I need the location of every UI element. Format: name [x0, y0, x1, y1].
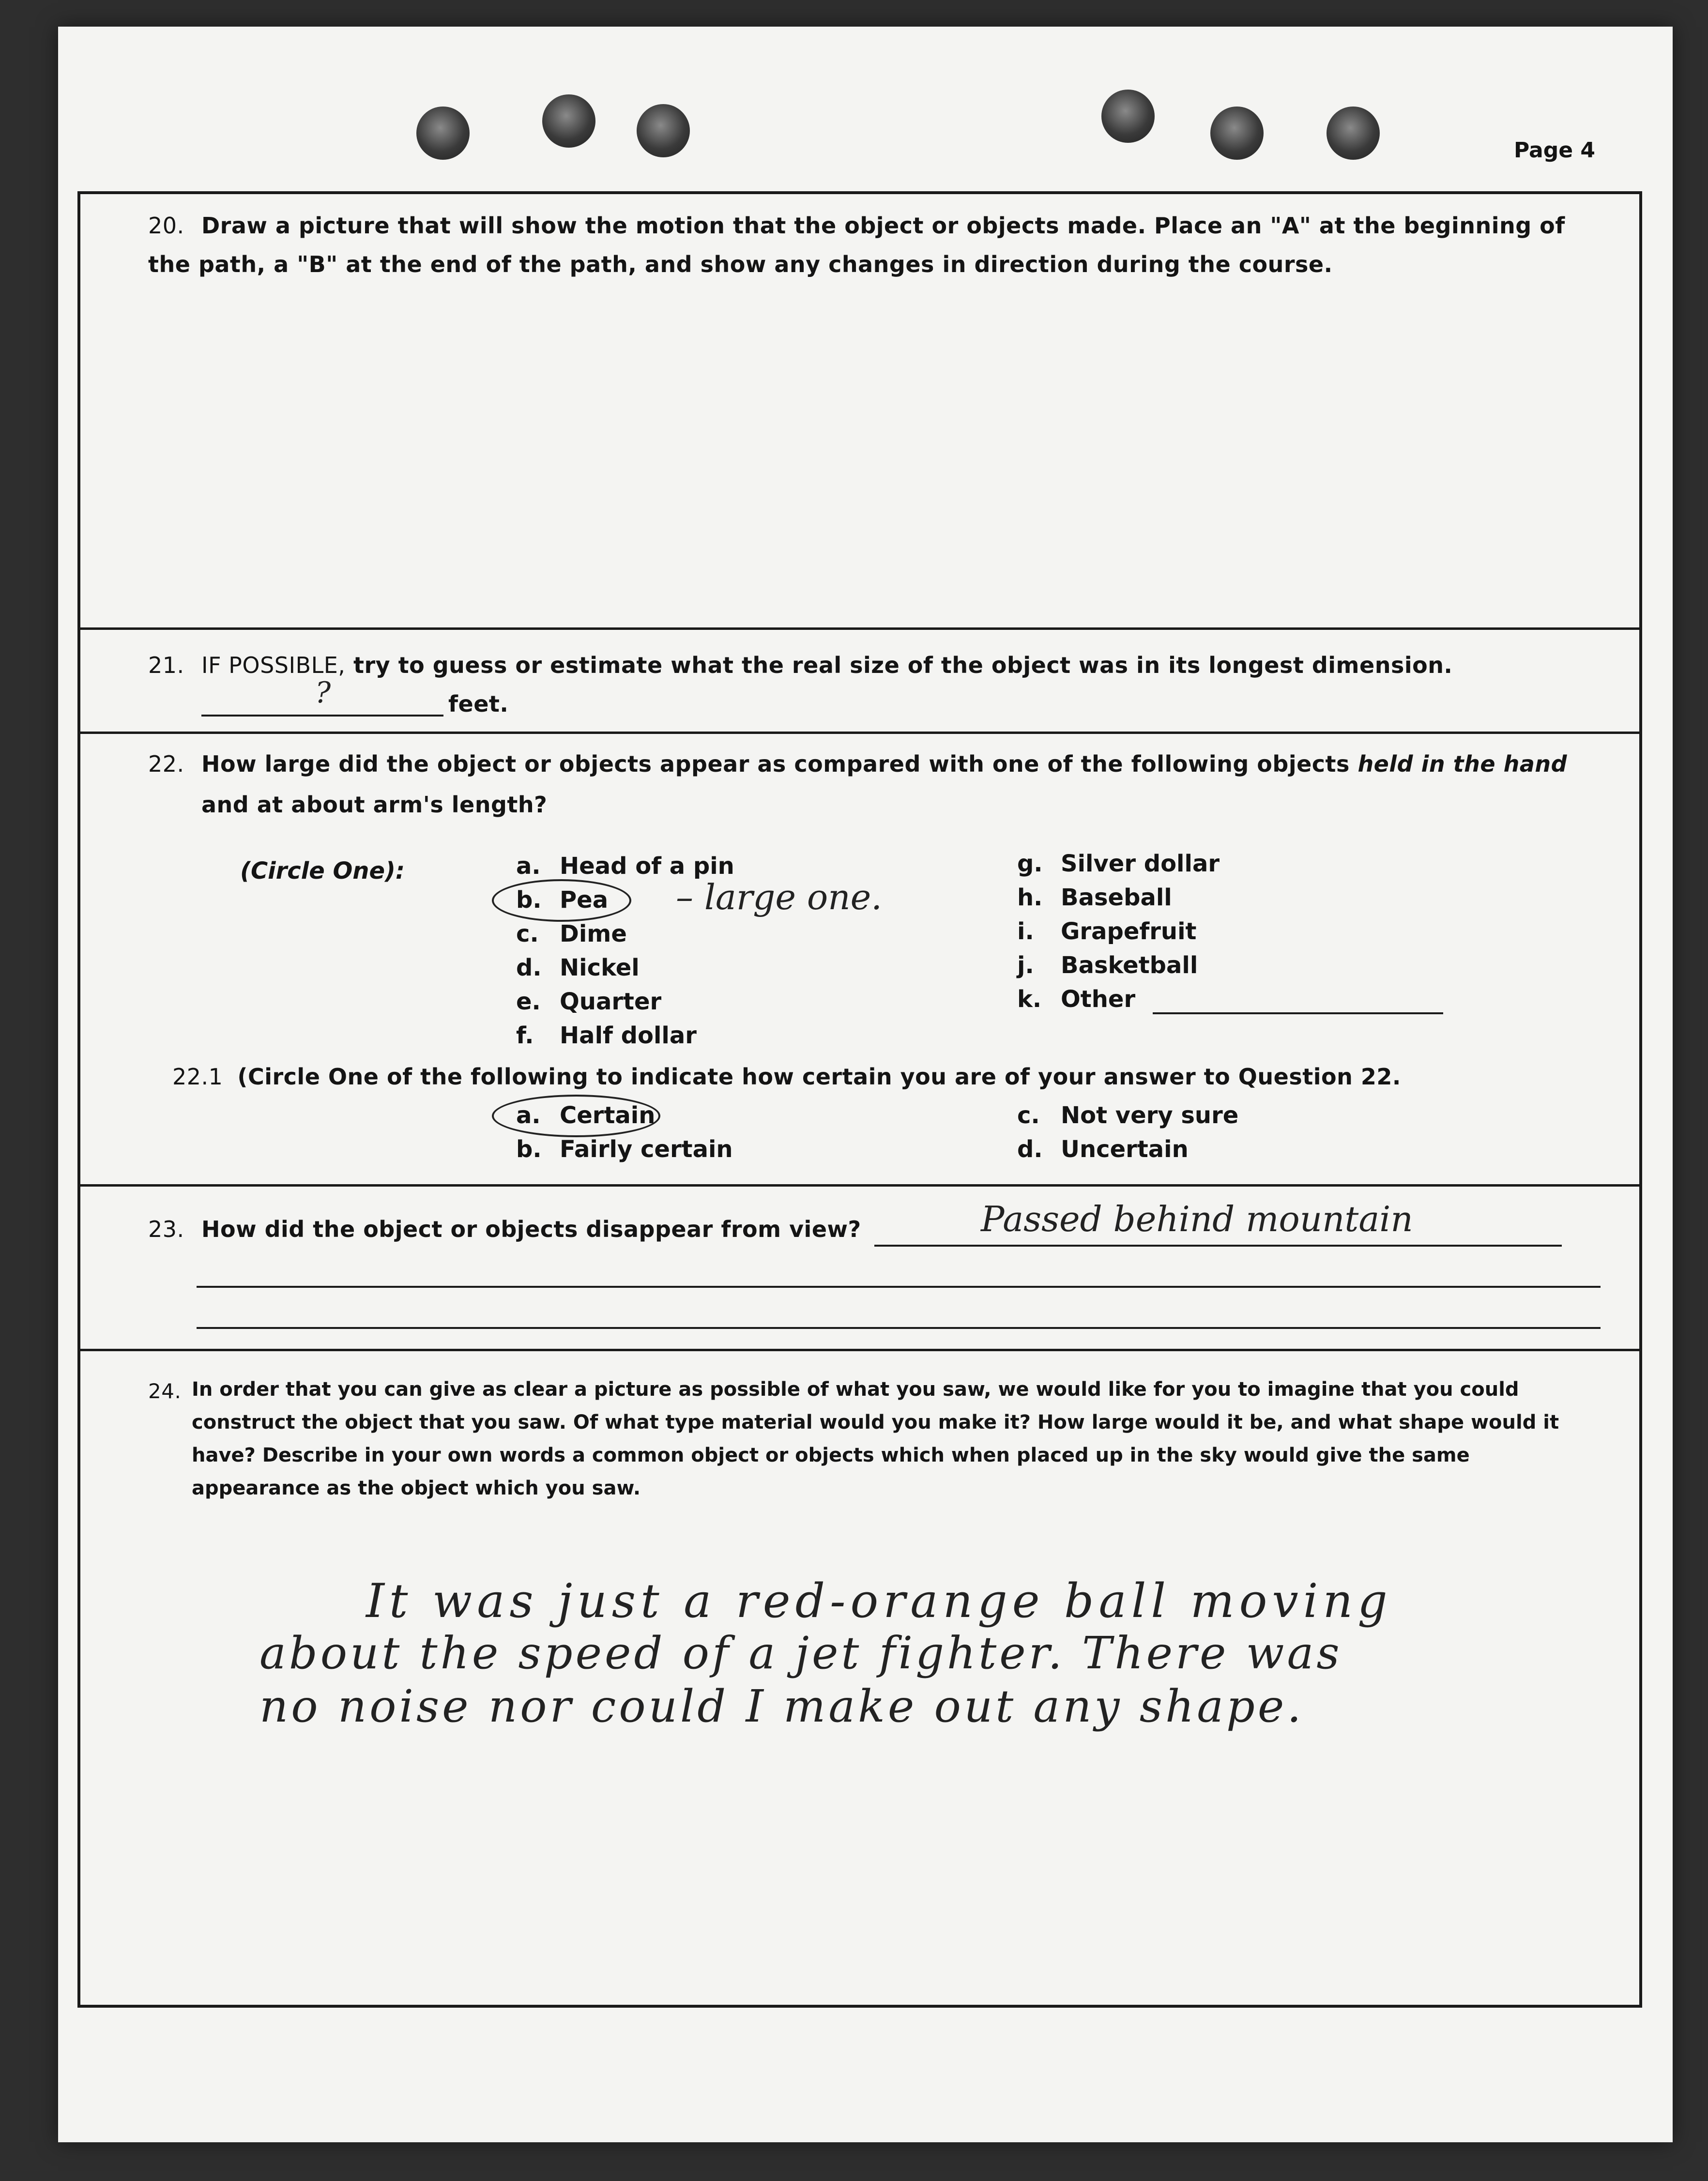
other-answer-line[interactable]	[1153, 1012, 1443, 1014]
punch-hole	[1101, 90, 1155, 143]
option-f[interactable]: f. Half dollar	[516, 1022, 697, 1049]
question-number: 22.	[148, 751, 184, 777]
disappear-answer-line[interactable]	[197, 1286, 1601, 1288]
form-page	[58, 27, 1673, 2142]
certainty-option-c[interactable]: c. Not very sure	[1017, 1102, 1239, 1129]
selected-circle	[492, 879, 631, 922]
option-k[interactable]: k. Other	[1017, 986, 1136, 1013]
punch-hole	[637, 104, 690, 157]
certainty-option-a[interactable]: a. Certain	[516, 1102, 656, 1129]
question-text: try to guess or estimate what the real size of the object was in its longest dimension.	[353, 652, 1453, 678]
punch-hole	[416, 107, 470, 160]
question-21-section	[80, 630, 1639, 734]
selected-circle	[492, 1095, 660, 1137]
option-j[interactable]: j. Basketball	[1017, 952, 1198, 979]
question-23	[148, 1208, 861, 1250]
handwritten-note: – large one.	[676, 877, 883, 917]
question-number: 21.	[148, 652, 184, 678]
question-23-section	[80, 1187, 1639, 1351]
certainty-option-d[interactable]: d. Uncertain	[1017, 1136, 1189, 1163]
option-g[interactable]: g. Silver dollar	[1017, 850, 1220, 877]
question-22	[148, 744, 1576, 825]
question-caps-text: IF POSSIBLE,	[201, 652, 346, 678]
option-b[interactable]: b. Pea	[516, 886, 609, 914]
question-text: Draw a picture that will show the motion that the object or objects made. Place an "A" at the beginning of the path, a "B" at the end of the path, and show any changes in direction during the course.	[148, 213, 1565, 277]
question-22-1	[172, 1056, 1576, 1098]
question-text: How did the object or objects disappear from view?	[201, 1216, 861, 1242]
punch-hole	[1210, 107, 1264, 160]
disappear-answer-line[interactable]	[874, 1245, 1562, 1247]
size-unit: feet.	[448, 691, 509, 717]
question-24-section	[80, 1351, 1639, 2000]
size-answer-line[interactable]	[201, 715, 443, 717]
disappear-answer-line[interactable]	[197, 1327, 1601, 1329]
answer-line-3: no noise nor could I make out any shape.	[259, 1680, 1304, 1732]
option-i[interactable]: i. Grapefruit	[1017, 918, 1197, 945]
question-20	[148, 206, 1576, 284]
punch-hole	[542, 94, 595, 148]
answer-line-1: It was just a red-orange ball moving	[366, 1574, 1392, 1628]
size-answer: ?	[315, 676, 331, 710]
option-a[interactable]: a. Head of a pin	[516, 853, 734, 880]
question-20-section	[80, 194, 1639, 630]
question-text-italic: held in the hand	[1357, 751, 1568, 777]
option-c[interactable]: c. Dime	[516, 920, 627, 947]
question-22-section	[80, 734, 1639, 1187]
question-21	[148, 644, 1576, 686]
question-number: 23.	[148, 1216, 184, 1242]
option-h[interactable]: h. Baseball	[1017, 884, 1172, 911]
circle-one-label: (Circle One):	[240, 857, 405, 885]
question-24-text: In order that you can give as clear a picture as possible of what you saw, we would like for you to imagine that you could construct the object that you saw. Of what type material would you make it? How large would it be, and what shape would it have? Describe in your own words a common object or objects which when placed up in the sky would give the same appearance as the object which you saw.	[192, 1378, 1559, 1499]
drawing-area[interactable]	[100, 305, 1620, 615]
question-24-number: 24.	[148, 1379, 182, 1403]
option-e[interactable]: e. Quarter	[516, 988, 662, 1015]
page-number: Page 4	[1513, 138, 1595, 163]
question-text: and at about arm's length?	[201, 792, 548, 818]
option-d[interactable]: d. Nickel	[516, 954, 640, 981]
question-number: 20.	[148, 213, 184, 239]
answer-line-2: about the speed of a jet fighter. There was	[259, 1627, 1342, 1679]
question-text: How large did the object or objects appear as compared with one of the following objects	[201, 751, 1350, 777]
question-number: 22.1	[172, 1064, 223, 1090]
form-frame	[77, 191, 1642, 2008]
punch-hole	[1327, 107, 1380, 160]
disappear-answer: Passed behind mountain	[981, 1199, 1413, 1239]
certainty-option-b[interactable]: b. Fairly certain	[516, 1136, 733, 1163]
question-text: (Circle One of the following to indicate how certain you are of your answer to Question 22.	[237, 1064, 1401, 1090]
